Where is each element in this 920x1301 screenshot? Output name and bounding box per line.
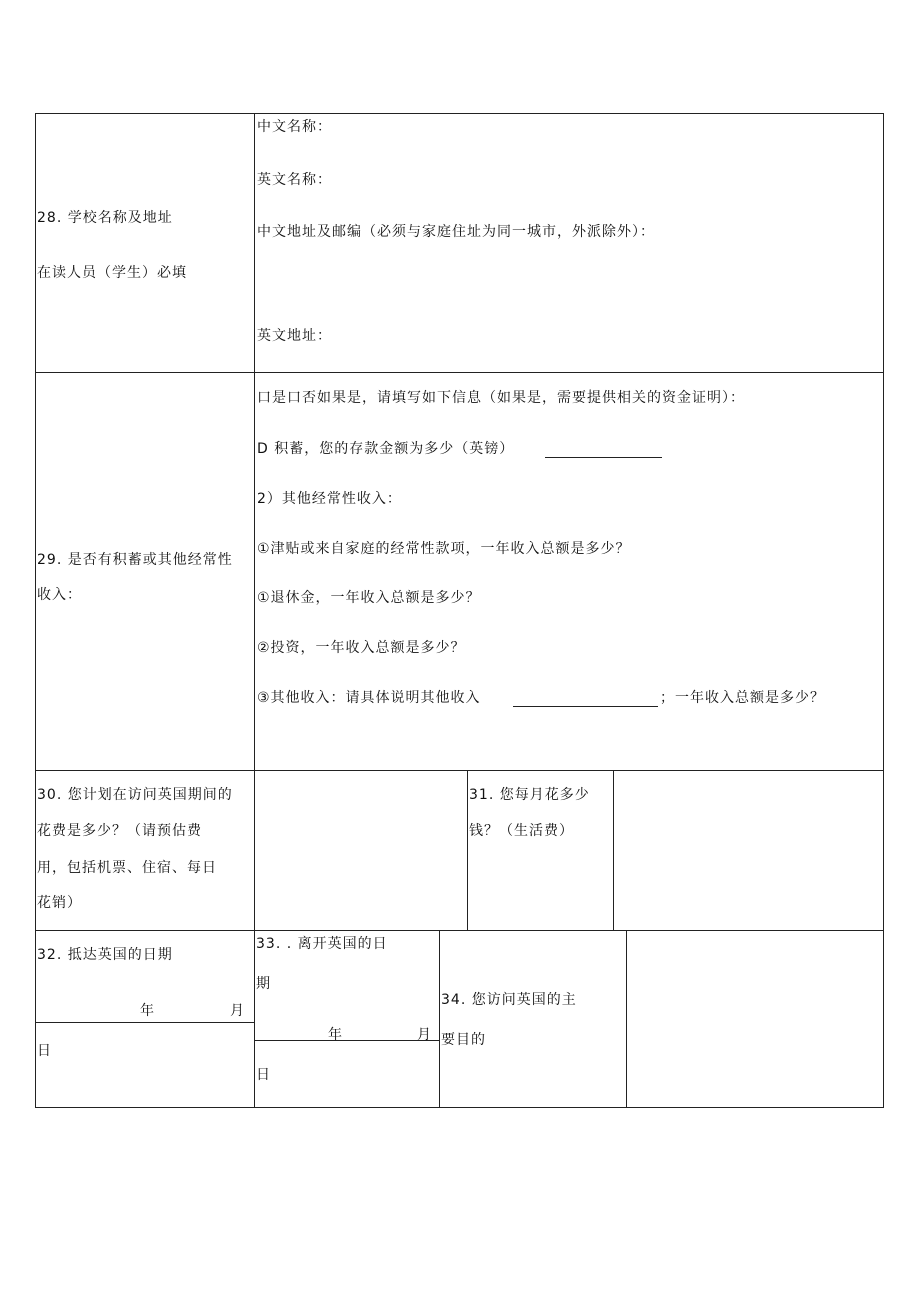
school-chinese-address-field[interactable]: 中文地址及邮编（必须与家庭住址为同一城市，外派除外）：: [257, 224, 655, 240]
table-top-border: [35, 113, 884, 114]
investment-question: ②投资，一年收入总额是多少？: [257, 640, 466, 656]
row29-label-line1: 29. 是否有积蓄或其他经常性: [37, 552, 233, 568]
departure-date-label-line2: 期: [256, 976, 271, 992]
row30-label-line1: 30. 您计划在访问英国期间的: [37, 787, 233, 803]
savings-yes-no-checkbox[interactable]: 口是口否如果是，请填写如下信息（如果是，需要提供相关的资金证明）：: [257, 390, 745, 406]
label-column-divider: [254, 113, 255, 1108]
savings-amount-blank[interactable]: [545, 457, 662, 458]
arrival-year-label[interactable]: 年: [140, 1003, 155, 1019]
row28-label-line1: 28. 学校名称及地址: [37, 210, 173, 226]
visit-purpose-label-line2: 要目的: [441, 1032, 486, 1048]
row30-label-line4: 花销）: [37, 895, 82, 911]
visit-purpose-label-line1: 34. 您访问英国的主: [441, 992, 577, 1008]
row30-divider-a: [467, 770, 468, 930]
other-income-label: 2）其他经常性收入：: [257, 491, 402, 507]
departure-date-line: [254, 1040, 439, 1041]
departure-month-label[interactable]: 月: [417, 1027, 432, 1043]
other-income-question-suffix: ；一年收入总额是多少？: [660, 690, 825, 706]
allowance-question: ①津贴或来自家庭的经常性款项，一年收入总额是多少？: [257, 541, 631, 557]
school-chinese-name-field[interactable]: 中文名称：: [257, 119, 332, 135]
row30-label-line2: 花费是多少？（请预估费: [37, 823, 202, 839]
row28-label-line2: 在读人员（学生）必填: [37, 265, 187, 281]
arrival-day-label[interactable]: 日: [37, 1043, 52, 1059]
row28-bottom-border: [35, 372, 884, 373]
arrival-date-label: 32. 抵达英国的日期: [37, 947, 173, 963]
other-income-blank[interactable]: [513, 706, 658, 707]
school-english-address-field[interactable]: 英文地址：: [257, 328, 332, 344]
departure-day-label[interactable]: 日: [256, 1067, 271, 1083]
row31-label-line2: 钱？（生活费）: [469, 823, 574, 839]
table-right-border: [883, 113, 884, 1108]
row31-label-line1: 31. 您每月花多少: [469, 787, 590, 803]
row32-divider-a: [439, 930, 440, 1107]
visit-purpose-input-cell[interactable]: [627, 931, 883, 1107]
row29-label-line2: 收入：: [37, 587, 82, 603]
pension-question: ①退休金，一年收入总额是多少？: [257, 590, 481, 606]
arrival-date-line: [35, 1022, 254, 1023]
row30-label-line3: 用，包括机票、住宿、每日: [37, 860, 217, 876]
planned-expense-input-cell[interactable]: [255, 771, 467, 930]
table-left-border: [35, 113, 36, 1108]
departure-date-label-line1: 33. . 离开英国的日: [256, 936, 388, 952]
arrival-month-label[interactable]: 月: [230, 1003, 245, 1019]
table-bottom-border: [35, 1107, 884, 1108]
other-income-question-prefix: ③其他收入：请具体说明其他收入: [257, 690, 481, 706]
savings-amount-label: D 积蓄，您的存款金额为多少（英镑）: [257, 441, 515, 457]
monthly-expense-input-cell[interactable]: [614, 771, 883, 930]
departure-year-label[interactable]: 年: [328, 1027, 343, 1043]
school-english-name-field[interactable]: 英文名称：: [257, 172, 332, 188]
